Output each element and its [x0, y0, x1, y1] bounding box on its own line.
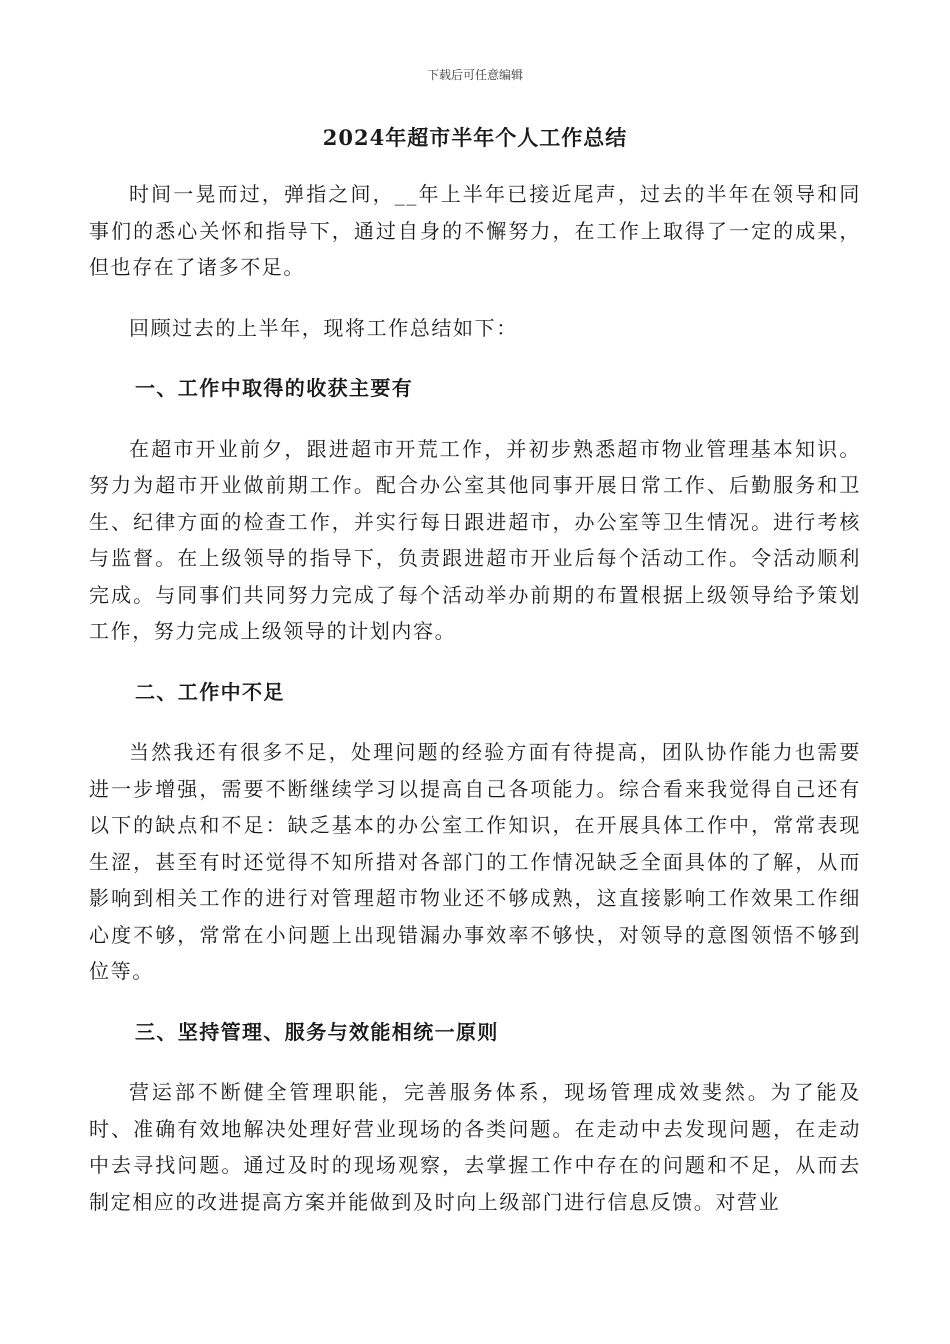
section-1-heading: 一、工作中取得的收获主要有: [135, 376, 414, 400]
section-2-body: 当然我还有很多不足，处理问题的经验方面有待提高，团队协作能力也需要进一步增强，需要不断继续学习以提高自己各项能力。综合看来我觉得自己还有以下的缺点和不足：缺乏基本的办公室工作知识，在开展具体工作中，常常表现生涩，甚至有时还觉得不知所措对各部门的工作情况缺乏全面具体的了解，从而影响到相关工作的进行对管理超市物业还不够成熟，这直接影响工作效果工作细心度不够，常常在小问题上出现错漏办事效率不够快，对领导的意图领悟不够到位等。: [89, 740, 861, 983]
section-3-heading: 三、坚持管理、服务与效能相统一原则: [135, 1019, 499, 1044]
section-3-body: 营运部不断健全管理职能，完善服务体系，现场管理成效斐然。为了能及时、准确有效地解决处理好营业现场的各类问题。在走动中去发现问题，在走动中去寻找问题。通过及时的现场观察，去掌握工作中存在的问题和不足，从而去制定相应的改进提高方案并能做到及时向上级部门进行信息反馈。对营业: [89, 1080, 861, 1214]
section-1-body: 在超市开业前夕，跟进超市开荒工作，并初步熟悉超市物业管理基本知识。努力为超市开业做前期工作。配合办公室其他同事开展日常工作、后勤服务和卫生、纪律方面的检查工作，并实行每日跟进超市，办公室等卫生情况。进行考核与监督。在上级领导的指导下，负责跟进超市开业后每个活动工作。令活动顺利完成。与同事们共同努力完成了每个活动举办前期的布置根据上级领导给予策划工作，努力完成上级领导的计划内容。: [89, 436, 861, 643]
document-title: 2024年超市半年个人工作总结: [322, 125, 628, 150]
review-paragraph: 回顾过去的上半年，现将工作总结如下：: [129, 315, 518, 340]
document-body: [89, 176, 861, 1220]
section-2-heading: 二、工作中不足: [135, 679, 285, 704]
header-note: 下载后可任意编辑: [426, 68, 523, 82]
intro-paragraph: 时间一晃而过，弹指之间，__年上半年已接近尾声，过去的半年在领导和同事们的悉心关怀和指导下，通过自身的不懈努力，在工作上取得了一定的成果，但也存在了诸多不足。: [89, 182, 861, 279]
